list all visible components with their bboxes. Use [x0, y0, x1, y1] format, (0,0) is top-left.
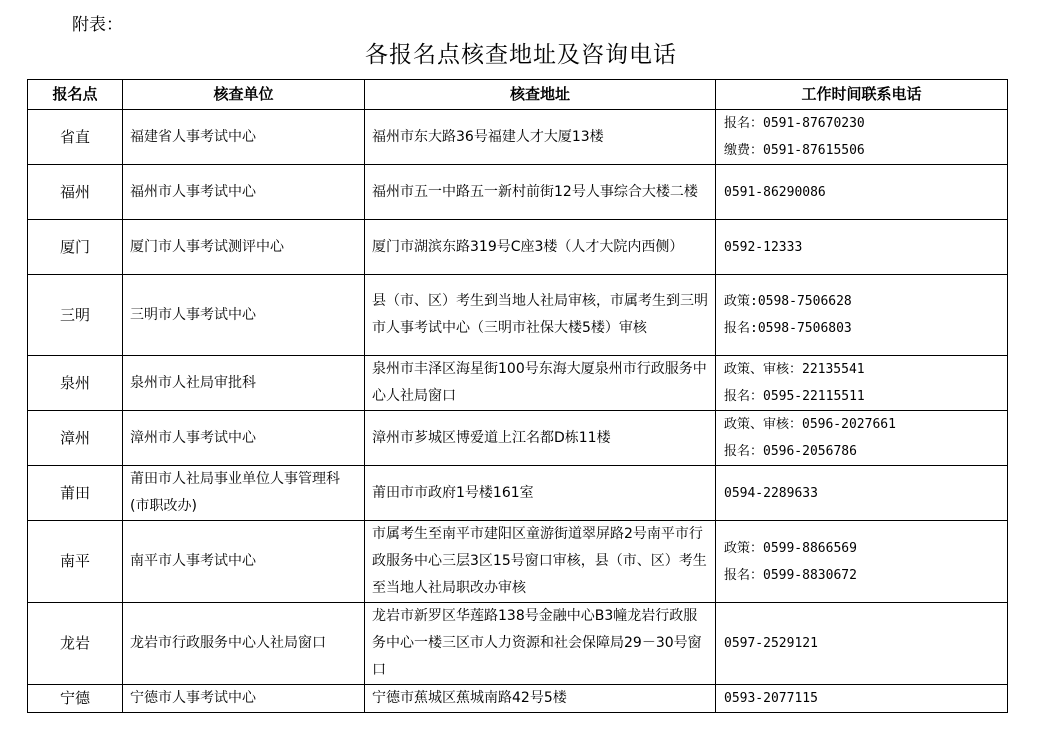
cell-address: 莆田市市政府1号楼161室 — [365, 466, 716, 521]
cell-unit: 福建省人事考试中心 — [123, 110, 365, 165]
cell-phone — [716, 685, 1008, 713]
phone-line: 政策、审核：22135541 — [724, 362, 865, 377]
cell-point: 厦门 — [28, 220, 123, 275]
cell-address: 县（市、区）考生到当地人社局审核，市属考生到三明市人事考试中心（三明市社保大楼5楼）审核 — [365, 275, 716, 356]
table-row — [28, 110, 1008, 165]
table-row — [28, 411, 1008, 466]
table-row — [28, 356, 1008, 411]
phone-line: 0593-2077115 — [724, 691, 818, 706]
header-point: 报名点 — [28, 80, 123, 110]
phone-line: 报名:0598-7506803 — [724, 321, 852, 336]
cell-unit: 泉州市人社局审批科 — [123, 356, 365, 411]
cell-point: 莆田 — [28, 466, 123, 521]
cell-point: 龙岩 — [28, 603, 123, 685]
cell-address: 泉州市丰泽区海星街100号东海大厦泉州市行政服务中心人社局窗口 — [365, 356, 716, 411]
cell-unit: 宁德市人事考试中心 — [123, 685, 365, 713]
phone-line: 报名：0596-2056786 — [724, 444, 857, 459]
cell-phone — [716, 603, 1008, 685]
cell-phone — [716, 165, 1008, 220]
cell-unit: 三明市人事考试中心 — [123, 275, 365, 356]
cell-address: 福州市五一中路五一新村前街12号人事综合大楼二楼 — [365, 165, 716, 220]
cell-phone — [716, 110, 1008, 165]
cell-unit: 福州市人事考试中心 — [123, 165, 365, 220]
phone-line: 缴费：0591-87615506 — [724, 143, 865, 158]
cell-point: 南平 — [28, 521, 123, 603]
phone-line: 0594-2289633 — [724, 485, 818, 501]
cell-address: 厦门市湖滨东路319号C座3楼（人才大院内西侧） — [365, 220, 716, 275]
cell-point: 福州 — [28, 165, 123, 220]
cell-unit: 厦门市人事考试测评中心 — [123, 220, 365, 275]
cell-unit: 龙岩市行政服务中心人社局窗口 — [123, 603, 365, 685]
cell-address: 宁德市蕉城区蕉城南路42号5楼 — [365, 685, 716, 713]
registration-points-table — [27, 79, 1008, 713]
phone-line: 政策、审核：0596-2027661 — [724, 417, 896, 432]
cell-phone — [716, 356, 1008, 411]
header-unit: 核查单位 — [123, 80, 365, 110]
phone-line: 政策:0598-7506628 — [724, 294, 852, 309]
header-address: 核查地址 — [365, 80, 716, 110]
cell-address: 龙岩市新罗区华莲路138号金融中心B3幢龙岩行政服务中心一楼三区市人力资源和社会保障局29－30号窗口 — [365, 603, 716, 685]
cell-address: 市属考生至南平市建阳区童游街道翠屏路2号南平市行政服务中心三层3区15号窗口审核，县（市、区）考生至当地人社局职改办审核 — [365, 521, 716, 603]
cell-point: 省直 — [28, 110, 123, 165]
page-title: 各报名点核查地址及咨询电话 — [365, 42, 677, 68]
phone-line: 政策：0599-8866569 — [724, 540, 857, 556]
table-row — [28, 603, 1008, 685]
phone-line: 报名：0591-87670230 — [724, 116, 865, 131]
table-row — [28, 220, 1008, 275]
cell-point: 三明 — [28, 275, 123, 356]
phone-line: 0591-86290086 — [724, 184, 826, 200]
cell-point: 漳州 — [28, 411, 123, 466]
table-row — [28, 275, 1008, 356]
table-row — [28, 685, 1008, 713]
cell-point: 宁德 — [28, 685, 123, 713]
phone-line: 报名：0595-22115511 — [724, 389, 865, 404]
phone-line: 报名：0599-8830672 — [724, 567, 857, 583]
cell-phone — [716, 220, 1008, 275]
cell-address: 福州市东大路36号福建人才大厦13楼 — [365, 110, 716, 165]
cell-unit: 漳州市人事考试中心 — [123, 411, 365, 466]
cell-address: 漳州市芗城区博爱道上江名都D栋11楼 — [365, 411, 716, 466]
table-row — [28, 466, 1008, 521]
cell-phone — [716, 411, 1008, 466]
table-header-row — [28, 80, 1008, 110]
annex-label: 附表： — [72, 15, 123, 35]
cell-phone — [716, 521, 1008, 603]
cell-phone — [716, 466, 1008, 521]
cell-phone — [716, 275, 1008, 356]
cell-unit: 南平市人事考试中心 — [123, 521, 365, 603]
cell-unit: 莆田市人社局事业单位人事管理科(市职改办) — [123, 466, 365, 521]
phone-line: 0597-2529121 — [724, 636, 818, 651]
phone-line: 0592-12333 — [724, 239, 803, 255]
table-row — [28, 521, 1008, 603]
header-phone: 工作时间联系电话 — [716, 80, 1008, 110]
cell-point: 泉州 — [28, 356, 123, 411]
table-row — [28, 165, 1008, 220]
